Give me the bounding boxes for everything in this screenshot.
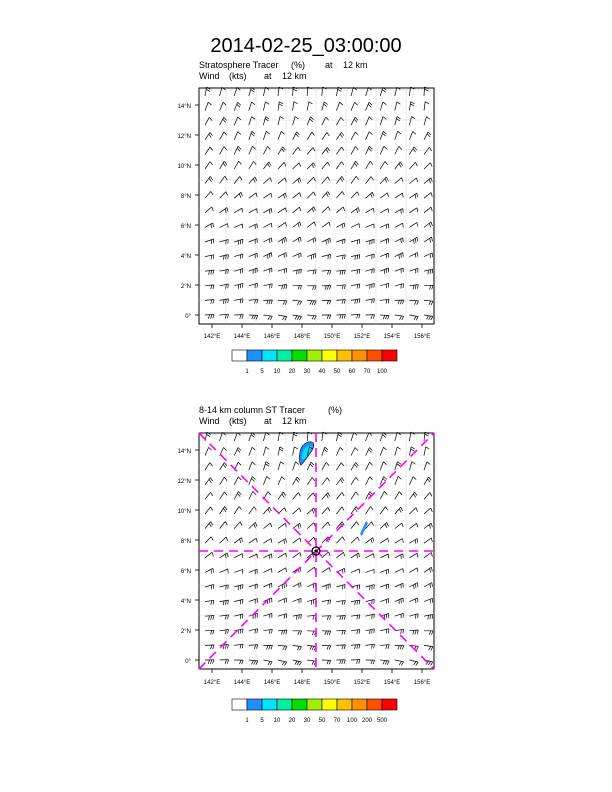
colorbar-box: [307, 699, 322, 710]
colorbar-box: [382, 350, 397, 361]
colorbar-box: [247, 350, 262, 361]
panel-2-colorbar: [232, 699, 397, 724]
lat-label: 0°: [185, 659, 191, 665]
lon-label: 156°E: [413, 334, 431, 340]
lat-label: 4°N: [180, 599, 191, 605]
colorbar-box: [307, 350, 322, 361]
lat-label: 14°N: [177, 449, 191, 455]
panel-2-lat-labels: [178, 449, 192, 665]
lon-label: 150°E: [323, 680, 341, 686]
panel-1-wind-units: (kts): [229, 71, 247, 81]
lat-label: 0°: [185, 314, 191, 320]
panel-1-colorbar: [232, 350, 397, 375]
colorbar-label: 60: [348, 369, 356, 375]
colorbar-box: [232, 350, 247, 361]
panel-2-colorbar-boxes: [232, 699, 397, 710]
panel-2-field-label: 8-14 km column ST Tracer: [199, 405, 305, 415]
panel-1-wind-level-label: at: [264, 71, 272, 81]
colorbar-box: [367, 699, 382, 710]
panel-2-wind-label: Wind: [199, 416, 220, 426]
colorbar-label: 100: [376, 369, 388, 375]
colorbar-box: [247, 699, 262, 710]
figure-title: 2014-02-25_03:00:00: [210, 35, 402, 57]
lat-label: 4°N: [180, 254, 191, 260]
panel-2-lon-labels: [204, 680, 430, 686]
panel-2-map: [178, 432, 436, 686]
panel-2-wind-units: (kts): [229, 416, 247, 426]
panel-1-level-value: 12 km: [343, 60, 368, 70]
colorbar-label: 50: [333, 369, 341, 375]
colorbar-label: 70: [363, 369, 371, 375]
colorbar-box: [382, 699, 397, 710]
panel-2-wind-level-value: 12 km: [282, 416, 307, 426]
colorbar-label: 500: [376, 718, 388, 724]
panel-1-lon-labels: [204, 334, 430, 340]
colorbar-box: [352, 350, 367, 361]
colorbar-label: 1: [245, 718, 249, 724]
colorbar-box: [367, 350, 382, 361]
lon-label: 152°E: [353, 334, 371, 340]
panel-2-field-units: (%): [328, 405, 342, 415]
lat-label: 2°N: [180, 284, 191, 290]
center-marker-dot: [314, 549, 317, 552]
lon-label: 150°E: [323, 334, 341, 340]
colorbar-label: 20: [288, 718, 296, 724]
colorbar-box: [262, 699, 277, 710]
colorbar-label: 10: [273, 718, 281, 724]
lat-label: 6°N: [180, 224, 191, 230]
panel-1-field-label: Stratosphere Tracer: [199, 60, 279, 70]
lon-label: 146°E: [263, 334, 281, 340]
lat-label: 14°N: [177, 104, 191, 110]
panel-1-field-units: (%): [291, 60, 305, 70]
lat-label: 12°N: [177, 134, 191, 140]
colorbar-label: 20: [288, 369, 296, 375]
colorbar-label: 70: [333, 718, 341, 724]
lon-label: 154°E: [383, 334, 401, 340]
lat-label: 12°N: [177, 479, 191, 485]
panel-1-colorbar-boxes: [232, 350, 397, 361]
panel-2-wind-level-label: at: [264, 416, 272, 426]
colorbar-box: [292, 350, 307, 361]
lat-label: 6°N: [180, 569, 191, 575]
panel-1-wind-level-value: 12 km: [282, 71, 307, 81]
colorbar-label: 50: [318, 718, 326, 724]
panel-2: [178, 405, 436, 724]
colorbar-box: [337, 699, 352, 710]
colorbar-label: 100: [346, 718, 358, 724]
lon-label: 148°E: [293, 680, 311, 686]
colorbar-label: 5: [260, 718, 264, 724]
panel-2-colorbar-labels: [245, 718, 387, 724]
colorbar-box: [277, 699, 292, 710]
lon-label: 156°E: [413, 680, 431, 686]
lat-label: 10°N: [177, 164, 191, 170]
colorbar-label: 1: [245, 369, 249, 375]
colorbar-box: [262, 350, 277, 361]
panel-1-lat-labels: [178, 104, 192, 320]
colorbar-box: [352, 699, 367, 710]
lat-label: 10°N: [177, 509, 191, 515]
colorbar-label: 30: [303, 718, 311, 724]
panel-2-header: [199, 405, 342, 426]
colorbar-box: [232, 699, 247, 710]
lon-label: 144°E: [233, 680, 251, 686]
panel-1-level-label: at: [325, 60, 333, 70]
colorbar-label: 10: [273, 369, 281, 375]
colorbar-label: 5: [260, 369, 264, 375]
panel-1-header: [199, 60, 368, 81]
colorbar-label: 30: [303, 369, 311, 375]
lat-label: 8°N: [180, 539, 191, 545]
panel-1-map-frame: [199, 88, 434, 324]
colorbar-box: [292, 699, 307, 710]
lon-label: 144°E: [233, 334, 251, 340]
colorbar-box: [322, 350, 337, 361]
colorbar-label: 40: [318, 369, 326, 375]
panel-1-colorbar-labels: [245, 369, 387, 375]
lon-label: 154°E: [383, 680, 401, 686]
lon-label: 152°E: [353, 680, 371, 686]
colorbar-label: 200: [361, 718, 373, 724]
panel-1: [178, 60, 436, 375]
panel-1-wind-label: Wind: [199, 71, 220, 81]
panel-1-map: [178, 87, 436, 340]
lon-label: 146°E: [263, 680, 281, 686]
lon-label: 142°E: [203, 680, 221, 686]
lat-label: 2°N: [180, 629, 191, 635]
lon-label: 148°E: [293, 334, 311, 340]
lat-label: 8°N: [180, 194, 191, 200]
colorbar-box: [277, 350, 292, 361]
lon-label: 142°E: [203, 334, 221, 340]
colorbar-box: [337, 350, 352, 361]
colorbar-box: [322, 699, 337, 710]
